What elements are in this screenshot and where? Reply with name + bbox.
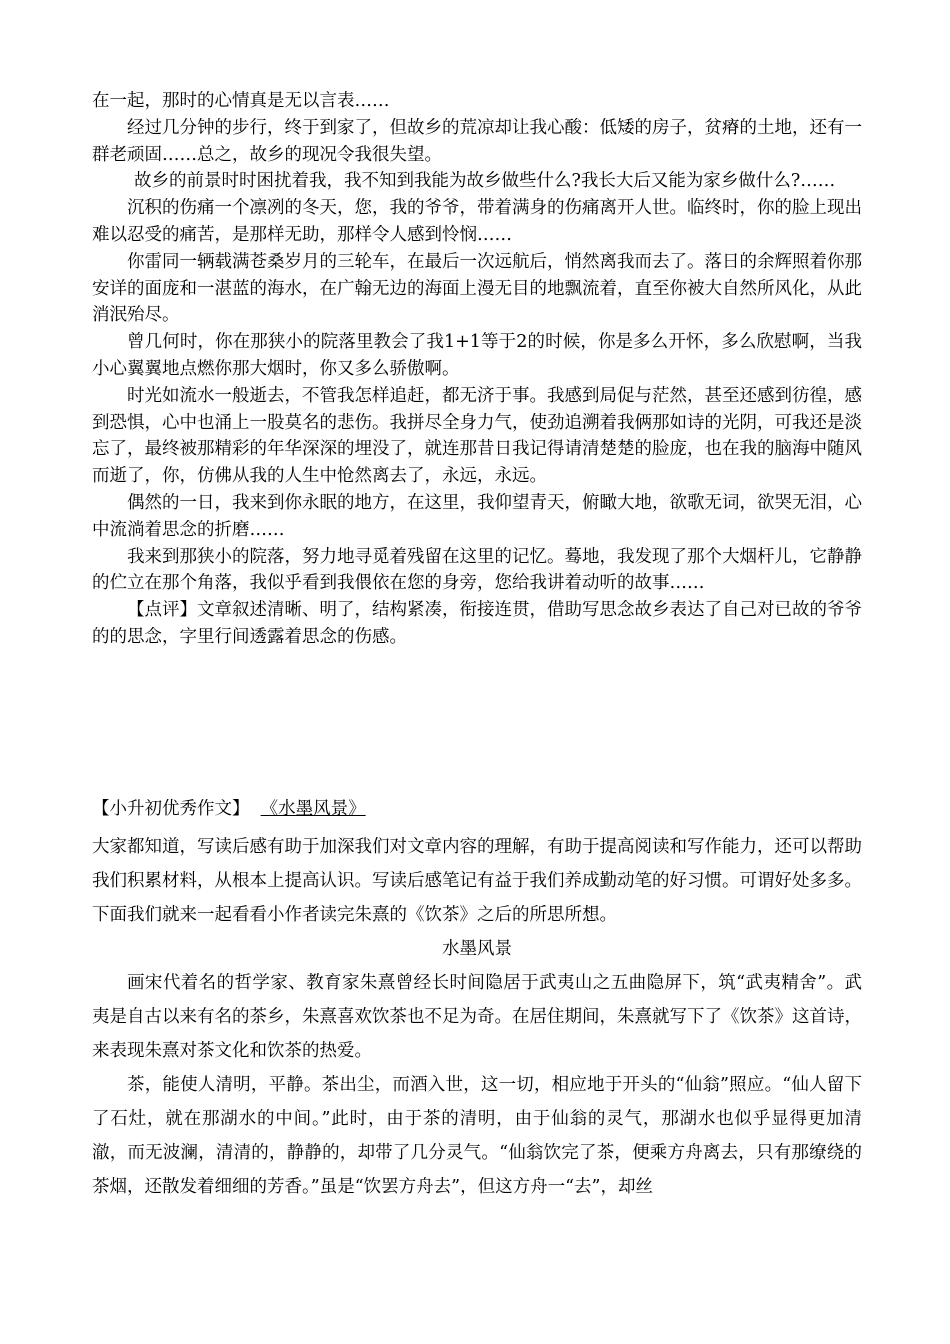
section-title-link[interactable]: 《水墨风景》 bbox=[260, 799, 366, 819]
paragraph: 时光如流水一般逝去，不管我怎样追赶，都无济于事。我感到局促与茫然，甚至还感到彷徨，感到恐惧，心中也涌上一股莫名的悲伤。我拼尽全身力气，使劲追溯着我俩那如诗的光阴，可我还是淡忘了，最终被那精彩的年华深深的埋没了，就连那昔日我记得请清楚楚的脸庞，也在我的脑海中随风而逝了，你，仿佛从我的人生中怆然离去了，永远，永远。 bbox=[92, 385, 862, 487]
essay-section bbox=[92, 792, 862, 1204]
section-label: 【小升初优秀作文】 bbox=[92, 799, 250, 819]
paragraph: 经过几分钟的步行，终于到家了，但故乡的荒凉却让我心酸：低矮的房子，贫瘠的土地，还有一群老顽固……总之，故乡的现况令我很失望。 bbox=[92, 117, 862, 165]
essay-continuation bbox=[92, 88, 862, 651]
paragraph: 曾几何时，你在那狭小的院落里教会了我1+1等于2的时候，你是多么开怀，多么欣慰啊，当我小心翼翼地点燃你那大烟时，你又多么骄傲啊。 bbox=[92, 332, 862, 379]
paragraph: 偶然的一日，我来到你永眠的地方，在这里，我仰望青天，俯瞰大地，欲歌无词，欲哭无泪，心中流淌着思念的折磨…… bbox=[92, 492, 862, 540]
paragraph: 茶，能使人清明，平静。茶出尘，而酒入世，这一切，相应地于开头的“仙翁”照应。“仙人留下了石灶，就在那湖水的中间。”此时，由于茶的清明，由于仙翁的灵气，那湖水也似乎显得更加清澈，而无波澜，清清的，静静的，却带了几分灵气。“仙翁饮完了茶，便乘方舟离去，只有那缭绕的茶烟，还散发着细细的芳香。”虽是“饮罢方舟去”，但这方舟一“去”，却丝 bbox=[92, 1075, 862, 1197]
paragraph: 在一起，那时的心情真是无以言表…… bbox=[92, 91, 390, 111]
paragraph: 沉积的伤痛一个凛冽的冬天，您，我的爷爷，带着满身的伤痛离开人世。临终时，你的脸上现出难以忍受的痛苦，是那样无助，那样令人感到怜悯…… bbox=[92, 198, 862, 245]
paragraph: 你雷同一辆载满苍桑岁月的三轮车，在最后一次远航后，悄然离我而去了。落日的余辉照着你那安详的面庞和一湛蓝的海水，在广翰无边的海面上漫无目的地飘流着，直至你被大自然所风化，从此消泯殆尽。 bbox=[92, 251, 862, 326]
paragraph: 画宋代着名的哲学家、教育家朱熹曾经长时间隐居于武夷山之五曲隐屏下，筑“武夷精舍”。武夷是自古以来有名的茶乡，朱熹喜欢饮茶也不足为奇。在居住期间，朱熹就写下了《饮茶》这首诗，来表现朱熹对茶文化和饮茶的热爱。 bbox=[92, 973, 862, 1061]
paragraph: 故乡的前景时时困扰着我，我不知到我能为故乡做些什么?我长大后又能为家乡做什么?…… bbox=[134, 171, 836, 192]
essay-title: 水墨风景 bbox=[442, 939, 512, 959]
intro-paragraph: 大家都知道，写读后感有助于加深我们对文章内容的理解，有助于提高阅读和写作能力，还可以帮助我们积累材料，从根本上提高认识。写读后感笔记有益于我们养成勤动笔的好习惯。可谓好处多多。下面我们就来一起看看小作者读完朱熹的《饮茶》之后的所思所想。 bbox=[92, 837, 862, 925]
section-header bbox=[92, 792, 862, 826]
paragraph: 我来到那狭小的院落，努力地寻觅着残留在这里的记忆。蓦地，我发现了那个大烟杆儿，它静静的伫立在那个角落，我似乎看到我偎依在您的身旁，您给我讲着动听的故事…… bbox=[92, 546, 862, 594]
review-comment: 【点评】文章叙述清晰、明了，结构紧凑，衔接连贯，借助写思念故乡表达了自己对已故的爷爷的的思念，字里行间透露着思念的伤感。 bbox=[92, 600, 862, 647]
